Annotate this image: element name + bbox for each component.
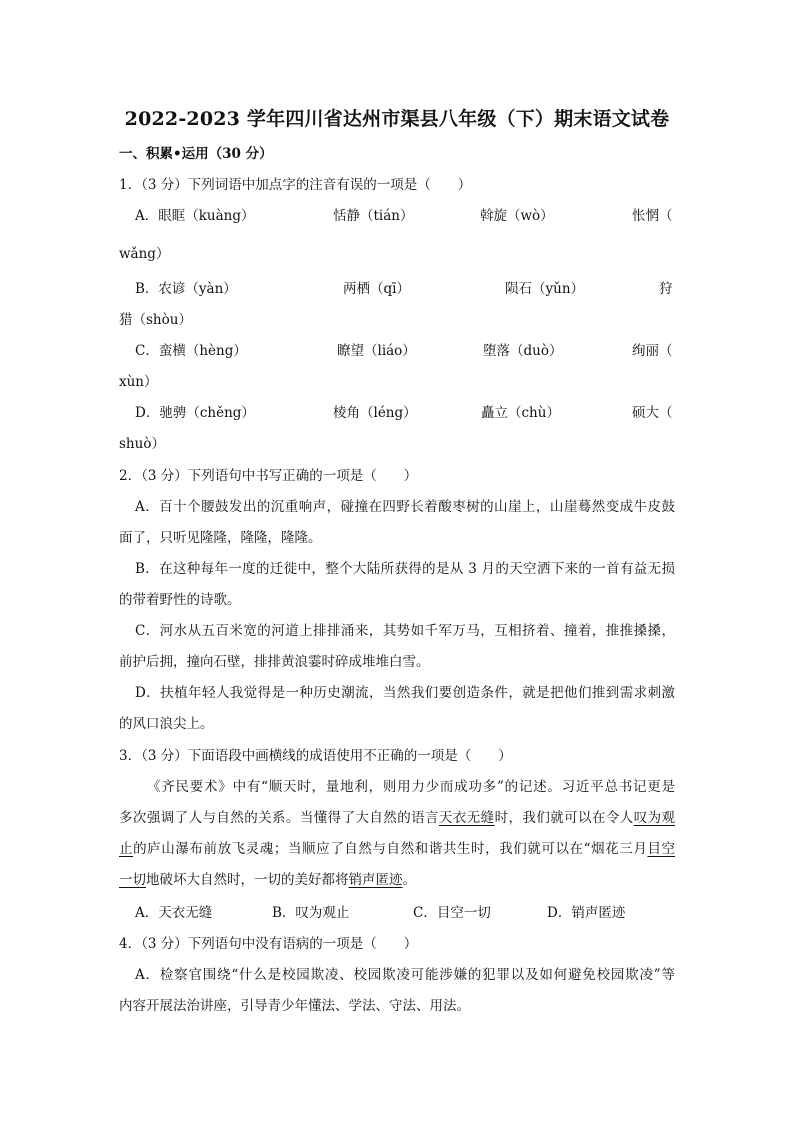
question-1-stem: 1．（3 分）下列词语中加点字的注音有误的一项是（ ） [119, 177, 472, 193]
q3-underlined-idiom-b: 叹为观 [633, 810, 676, 826]
q1-option-b-word3: 陨石（yǔn） [505, 281, 585, 297]
q3-text: 地破坏大自然时，一切的美好都将 [146, 872, 349, 888]
q3-option-c: C．目空一切 [413, 905, 491, 921]
section-heading: 一、积累•运用（30 分） [119, 146, 273, 162]
q1-option-d: D．驰骋（chěng） [135, 405, 255, 421]
q4-option-a-line2: 内容开展法治讲座，引导青少年懂法、学法、守法、用法。 [119, 998, 470, 1014]
q1-option-d-continued: shuò） [119, 436, 165, 452]
q1-option-b: B．农谚（yàn） [135, 281, 237, 297]
q4-option-a-line1: A．检察官围绕“什么是校园欺凌、校园欺凌可能涉嫌的犯罪以及如何避免校园欺凌”等 [135, 967, 675, 983]
q3-passage-line4 [119, 870, 416, 890]
question-4-stem: 4．（3 分）下列语句中没有语病的一项是（ ） [119, 936, 418, 952]
q2-option-c-line1: C．河水从五百米宽的河道上排排涌来，其势如千军万马，互相挤着、撞着，推推搡搡， [135, 623, 675, 639]
q3-option-b: B．叹为观止 [272, 905, 350, 921]
q1-option-a-word2: 恬静（tián） [333, 208, 414, 224]
q1-option-a-continued: wǎng） [119, 246, 170, 262]
q1-option-c-word3: 堕落（duò） [483, 343, 563, 359]
q1-option-c-word2: 瞭望（liáo） [337, 343, 416, 359]
q2-option-b-line2: 的带着野性的诗歌。 [119, 592, 241, 608]
question-3-stem: 3．（3 分）下面语段中画横线的成语使用不正确的一项是（ ） [119, 748, 512, 764]
q1-option-a: A．眼眶（kuàng） [135, 208, 255, 224]
q2-option-d-line1: D．扶植年轻人我觉得是一种历史潮流，当然我们要创造条件，就是把他们推到需求刺激 [135, 685, 675, 701]
q3-passage-line1: 《齐民要术》中有“顺天时，量地利，则用力少而成功多”的记述。习近平总书记更是 [147, 779, 675, 795]
q3-underlined-idiom-b: 止 [119, 841, 134, 857]
q2-option-c-line2: 前护后拥，撞向石壁，排排黄浪霎时碎成堆堆白雪。 [119, 654, 430, 670]
q1-option-a-word4: 怅惘（ [632, 208, 673, 224]
q1-option-b-continued: 猎（shòu） [119, 312, 192, 328]
q3-underlined-idiom-c: 一切 [119, 872, 146, 888]
question-2-stem: 2．（3 分）下列语句中书写正确的一项是（ ） [119, 468, 418, 484]
q2-option-a-line2: 面了，只听见隆隆，隆隆，隆隆。 [119, 530, 322, 546]
q2-option-d-line2: 的风口浪尖上。 [119, 716, 214, 732]
q1-option-a-word3: 斡旋（wò） [480, 208, 554, 224]
q3-text: 的庐山瀑布前放飞灵魂；当顺应了自然与自然和谐共生时，我们就可以在“烟花三月 [133, 841, 648, 857]
q3-underlined-idiom-c: 目空 [647, 841, 676, 857]
q3-text: 多次强调了人与自然的关系。当懂得了大自然的语言 [119, 810, 439, 826]
q1-option-b-word4: 狩 [659, 281, 673, 297]
page-title: 2022-2023 学年四川省达州市渠县八年级（下）期末语文试卷 [124, 108, 670, 130]
q3-underlined-idiom-d: 销声匿迹 [348, 872, 403, 888]
q1-option-d-word2: 棱角（léng） [333, 405, 417, 421]
q3-text: 时，我们就可以在令人 [494, 810, 634, 826]
q3-underlined-idiom-a: 天衣无缝 [438, 810, 495, 826]
q3-passage-line3 [119, 839, 675, 859]
q2-option-a-line1: A．百十个腰鼓发出的沉重响声，碰撞在四野长着酸枣树的山崖上，山崖蓦然变成牛皮鼓 [135, 499, 675, 515]
q1-option-d-word4: 硕大（ [632, 405, 673, 421]
q3-option-d: D．销声匿迹 [547, 905, 626, 921]
q1-option-c-word4: 绚丽（ [632, 343, 673, 359]
q3-text: 。 [402, 872, 416, 888]
q1-option-d-word3: 矗立（chù） [481, 405, 560, 421]
q1-option-c-continued: xùn） [119, 374, 158, 390]
q2-option-b-line1: B．在这种每年一度的迁徙中，整个大陆所获得的是从 3 月的天空洒下来的一首有益无损 [135, 561, 675, 577]
q1-option-b-word2: 两栖（qī） [343, 281, 410, 297]
q3-option-a: A．天衣无缝 [135, 905, 213, 921]
q3-passage-line2 [119, 808, 675, 828]
q1-option-c: C．蛮横（hèng） [135, 343, 247, 359]
